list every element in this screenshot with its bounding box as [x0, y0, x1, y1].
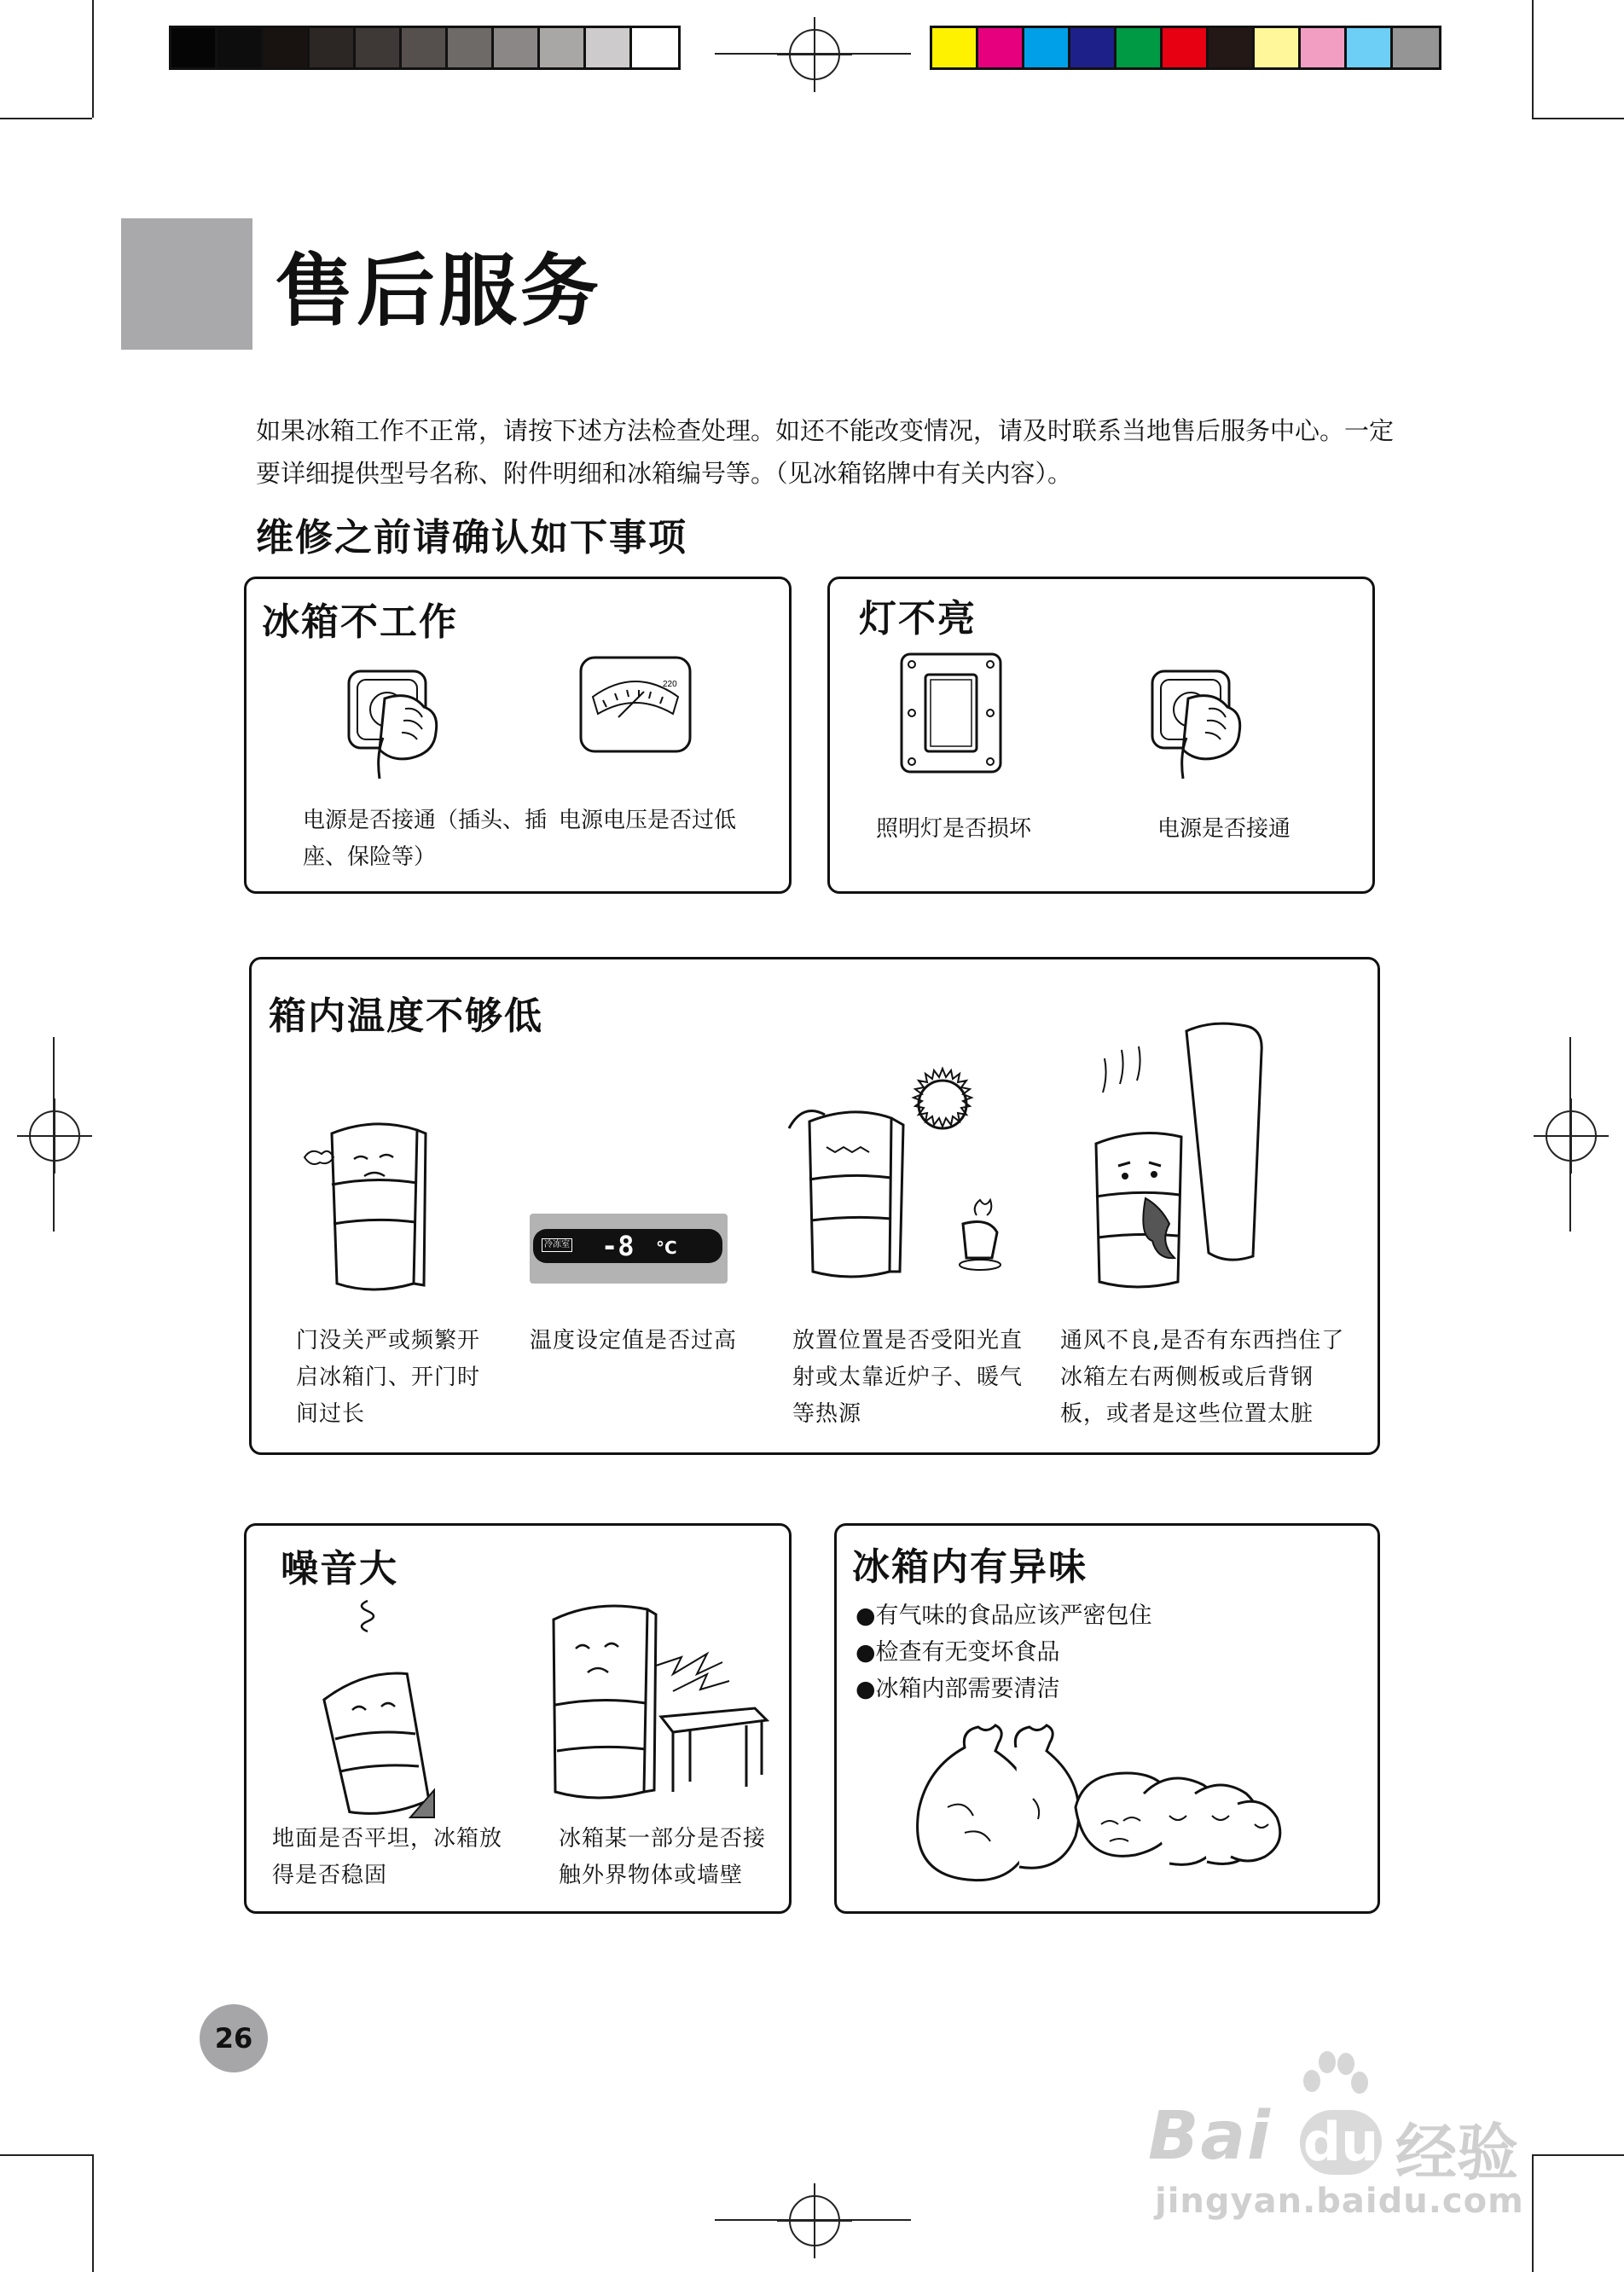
- plug-socket-illustration: [337, 656, 465, 784]
- panel-title: 噪音大: [281, 1547, 398, 1591]
- panel-noise: [244, 1523, 792, 1914]
- watermark-brand-paw: du: [1300, 2110, 1382, 2175]
- check-item: 电源是否接通: [1157, 816, 1291, 842]
- color-swatch: [932, 28, 978, 67]
- display-unit: °C: [656, 1237, 677, 1258]
- color-swatch: [1024, 28, 1070, 67]
- crop-mark: [0, 2154, 92, 2156]
- registration-mark: [789, 2195, 840, 2246]
- crop-mark: [1532, 0, 1534, 118]
- crop-mark: [1532, 118, 1624, 119]
- panel-temp-high: [249, 957, 1380, 1455]
- odor-tip: ●冰箱内部需要清洁: [856, 1676, 1060, 1702]
- page-number: 26: [200, 2004, 268, 2072]
- color-bar: [930, 26, 1441, 70]
- crop-mark: [92, 2154, 94, 2272]
- crop-mark: [0, 118, 92, 119]
- watermark: [1148, 2047, 1540, 2221]
- check-item: 电源电压是否过低: [559, 808, 737, 833]
- fridge-touching-object-illustration: [545, 1589, 775, 1819]
- grayscale-bar: [169, 26, 681, 70]
- odor-tip: ●有气味的食品应该严密包住: [856, 1603, 1152, 1629]
- fridge-blocked-ventilation-illustration: [1070, 1016, 1284, 1297]
- intro-text: 如果冰箱工作不正常，请按下述方法检查处理。如还不能改变情况，请及时联系当地售后服务中心。一定要详细提供型号名称、附件明细和冰箱编号等。（见冰箱铭牌中有关内容）。: [256, 416, 1395, 488]
- crop-mark: [1532, 2154, 1624, 2156]
- panel-title: 冰箱不工作: [262, 600, 458, 644]
- panel-not-working: [244, 577, 792, 894]
- check-item: 照明灯是否损坏: [876, 816, 1032, 842]
- gauge-label: 220: [663, 680, 677, 689]
- fridge-heat-source-illustration: [775, 1053, 1023, 1301]
- watermark-url: jingyan.baidu.com: [1155, 2182, 1524, 2221]
- color-swatch: [978, 28, 1024, 67]
- registration-mark: [789, 29, 840, 80]
- check-item: 温度设定值是否过高: [530, 1328, 738, 1353]
- gray-swatch: [171, 28, 218, 67]
- lamp-illustration: [898, 651, 1004, 775]
- panel-title: 冰箱内有异味: [852, 1545, 1088, 1589]
- check-item: 电源是否接通（插头、插座、保险等）: [303, 808, 548, 870]
- odor-tip: ●检查有无变坏食品: [856, 1639, 1060, 1666]
- registration-mark: [29, 1110, 80, 1162]
- crop-mark: [92, 0, 94, 118]
- gray-swatch: [218, 28, 264, 67]
- panel-title: 箱内温度不够低: [269, 994, 543, 1038]
- panel-title: 灯不亮: [859, 597, 977, 640]
- watermark-brand: Bai: [1148, 2098, 1272, 2175]
- gray-swatch: [540, 28, 586, 67]
- color-swatch: [1116, 28, 1163, 67]
- voltage-gauge-illustration: [577, 652, 697, 758]
- display-tag: 冷冻室: [542, 1238, 572, 1252]
- plug-socket-illustration: [1140, 656, 1268, 784]
- color-swatch: [1070, 28, 1116, 67]
- gray-swatch: [448, 28, 494, 67]
- section-subhead: 维修之前请确认如下事项: [256, 516, 687, 559]
- check-item: 通风不良,是否有东西挡住了冰箱左右两侧板或后背钢板，或者是这些位置太脏: [1060, 1328, 1345, 1427]
- fridge-uneven-floor-illustration: [298, 1594, 451, 1824]
- gray-swatch: [264, 28, 310, 67]
- color-swatch: [1209, 28, 1255, 67]
- temperature-display: [530, 1214, 728, 1284]
- check-item: 门没关严或频繁开启冰箱门、开门时间过长: [296, 1328, 481, 1427]
- panel-light-off: [827, 577, 1375, 894]
- gray-swatch: [402, 28, 448, 67]
- page-title: 售后服务: [275, 246, 603, 337]
- gray-swatch: [310, 28, 356, 67]
- gray-swatch: [494, 28, 540, 67]
- color-swatch: [1255, 28, 1301, 67]
- fridge-door-open-illustration: [298, 1108, 460, 1304]
- registration-mark: [1546, 1110, 1597, 1162]
- title-block: [121, 218, 252, 350]
- color-swatch: [1163, 28, 1209, 67]
- check-item: 地面是否平坦，冰箱放得是否稳固: [272, 1826, 503, 1888]
- wrapped-food-illustration: [914, 1705, 1297, 1884]
- panel-odor: [834, 1523, 1380, 1914]
- check-item: 放置位置是否受阳光直射或太靠近炉子、暖气等热源: [792, 1328, 1024, 1427]
- watermark-suffix: 经验: [1395, 2117, 1519, 2188]
- gray-swatch: [356, 28, 402, 67]
- color-swatch: [1393, 28, 1439, 67]
- gray-swatch: [632, 28, 678, 67]
- check-item: 冰箱某一部分是否接触外界物体或墙壁: [559, 1826, 767, 1888]
- color-swatch: [1347, 28, 1393, 67]
- gray-swatch: [586, 28, 632, 67]
- color-swatch: [1301, 28, 1347, 67]
- display-value: -8: [601, 1230, 635, 1262]
